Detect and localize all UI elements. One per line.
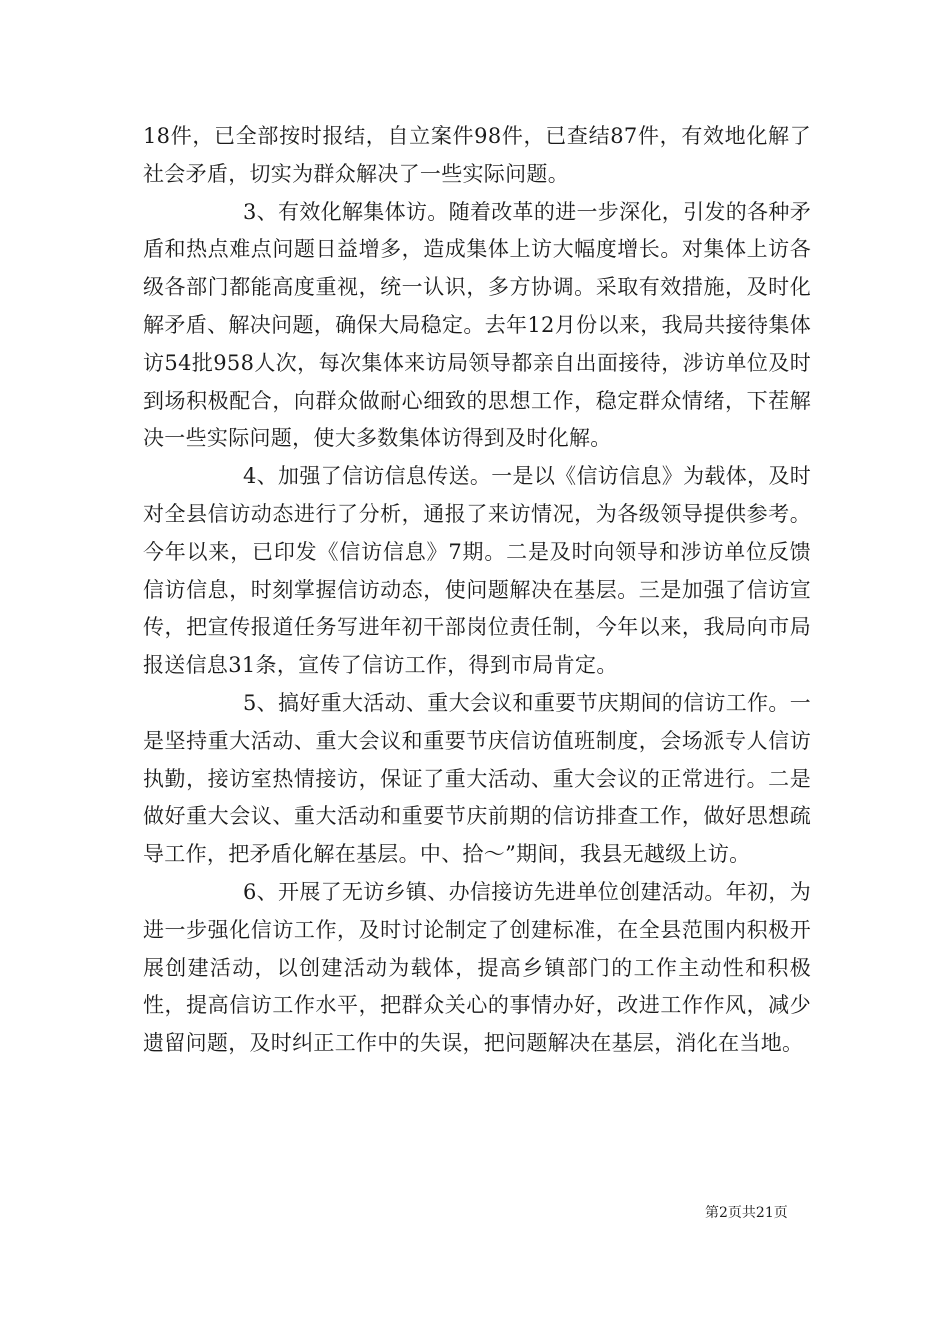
paragraph-major-events: 5、搞好重大活动、重大会议和重要节庆期间的信访工作。一是坚持重大活动、重大会议和重要节庆信访值班制度，会场派专人信访执勤，接访室热情接访，保证了重大活动、重大会议的正常进行。二是做好重大会议、重大活动和重要节庆前期的信访排查工作，做好思想疏导工作，把矛盾化解在基层。中、拾～”期间，我县无越级上访。 xyxy=(143,690,811,867)
paragraph-continuation: 18件，已全部按时报结，自立案件98件，已查结87件，有效地化解了社会矛盾，切实为群众解决了一些实际问题。 xyxy=(143,124,811,186)
paragraph-advanced-units: 6、开展了无访乡镇、办信接访先进单位创建活动。年初，为进一步强化信访工作，及时讨论制定了创建标准，在全县范围内积极开展创建活动，以创建活动为载体，提高乡镇部门的工作主动性和积极性，提高信访工作水平，把群众关心的事情办好，改进工作作风，减少遗留问题，及时纠正工作中的失误，把问题解决在基层，消化在当地。 xyxy=(143,879,811,1056)
paragraph-information-transmission: 4、加强了信访信息传送。一是以《信访信息》为载体，及时对全县信访动态进行了分析，通报了来访情况，为各级领导提供参考。今年以来，已印发《信访信息》7期。二是及时向领导和涉访单位反馈信访信息，时刻掌握信访动态，使问题解决在基层。三是加强了信访宣传，把宣传报道任务写进年初干部岗位责任制，今年以来，我局向市局报送信息31条，宣传了信访工作，得到市局肯定。 xyxy=(143,464,811,678)
paragraph-collective-visits: 3、有效化解集体访。随着改革的进一步深化，引发的各种矛盾和热点难点问题日益增多，造成集体上访大幅度增长。对集体上访各级各部门都能高度重视，统一认识，多方协调。采取有效措施，及时化解矛盾、解决问题，确保大局稳定。去年12月份以来，我局共接待集体访54批958人次，每次集体来访局领导都亲自出面接待，涉访单位及时到场积极配合，向群众做耐心细致的思想工作，稳定群众情绪，下茬解决一些实际问题，使大多数集体访得到及时化解。 xyxy=(143,199,811,451)
document-body xyxy=(143,118,811,1063)
page-number: 第2页共21页 xyxy=(705,1205,788,1221)
